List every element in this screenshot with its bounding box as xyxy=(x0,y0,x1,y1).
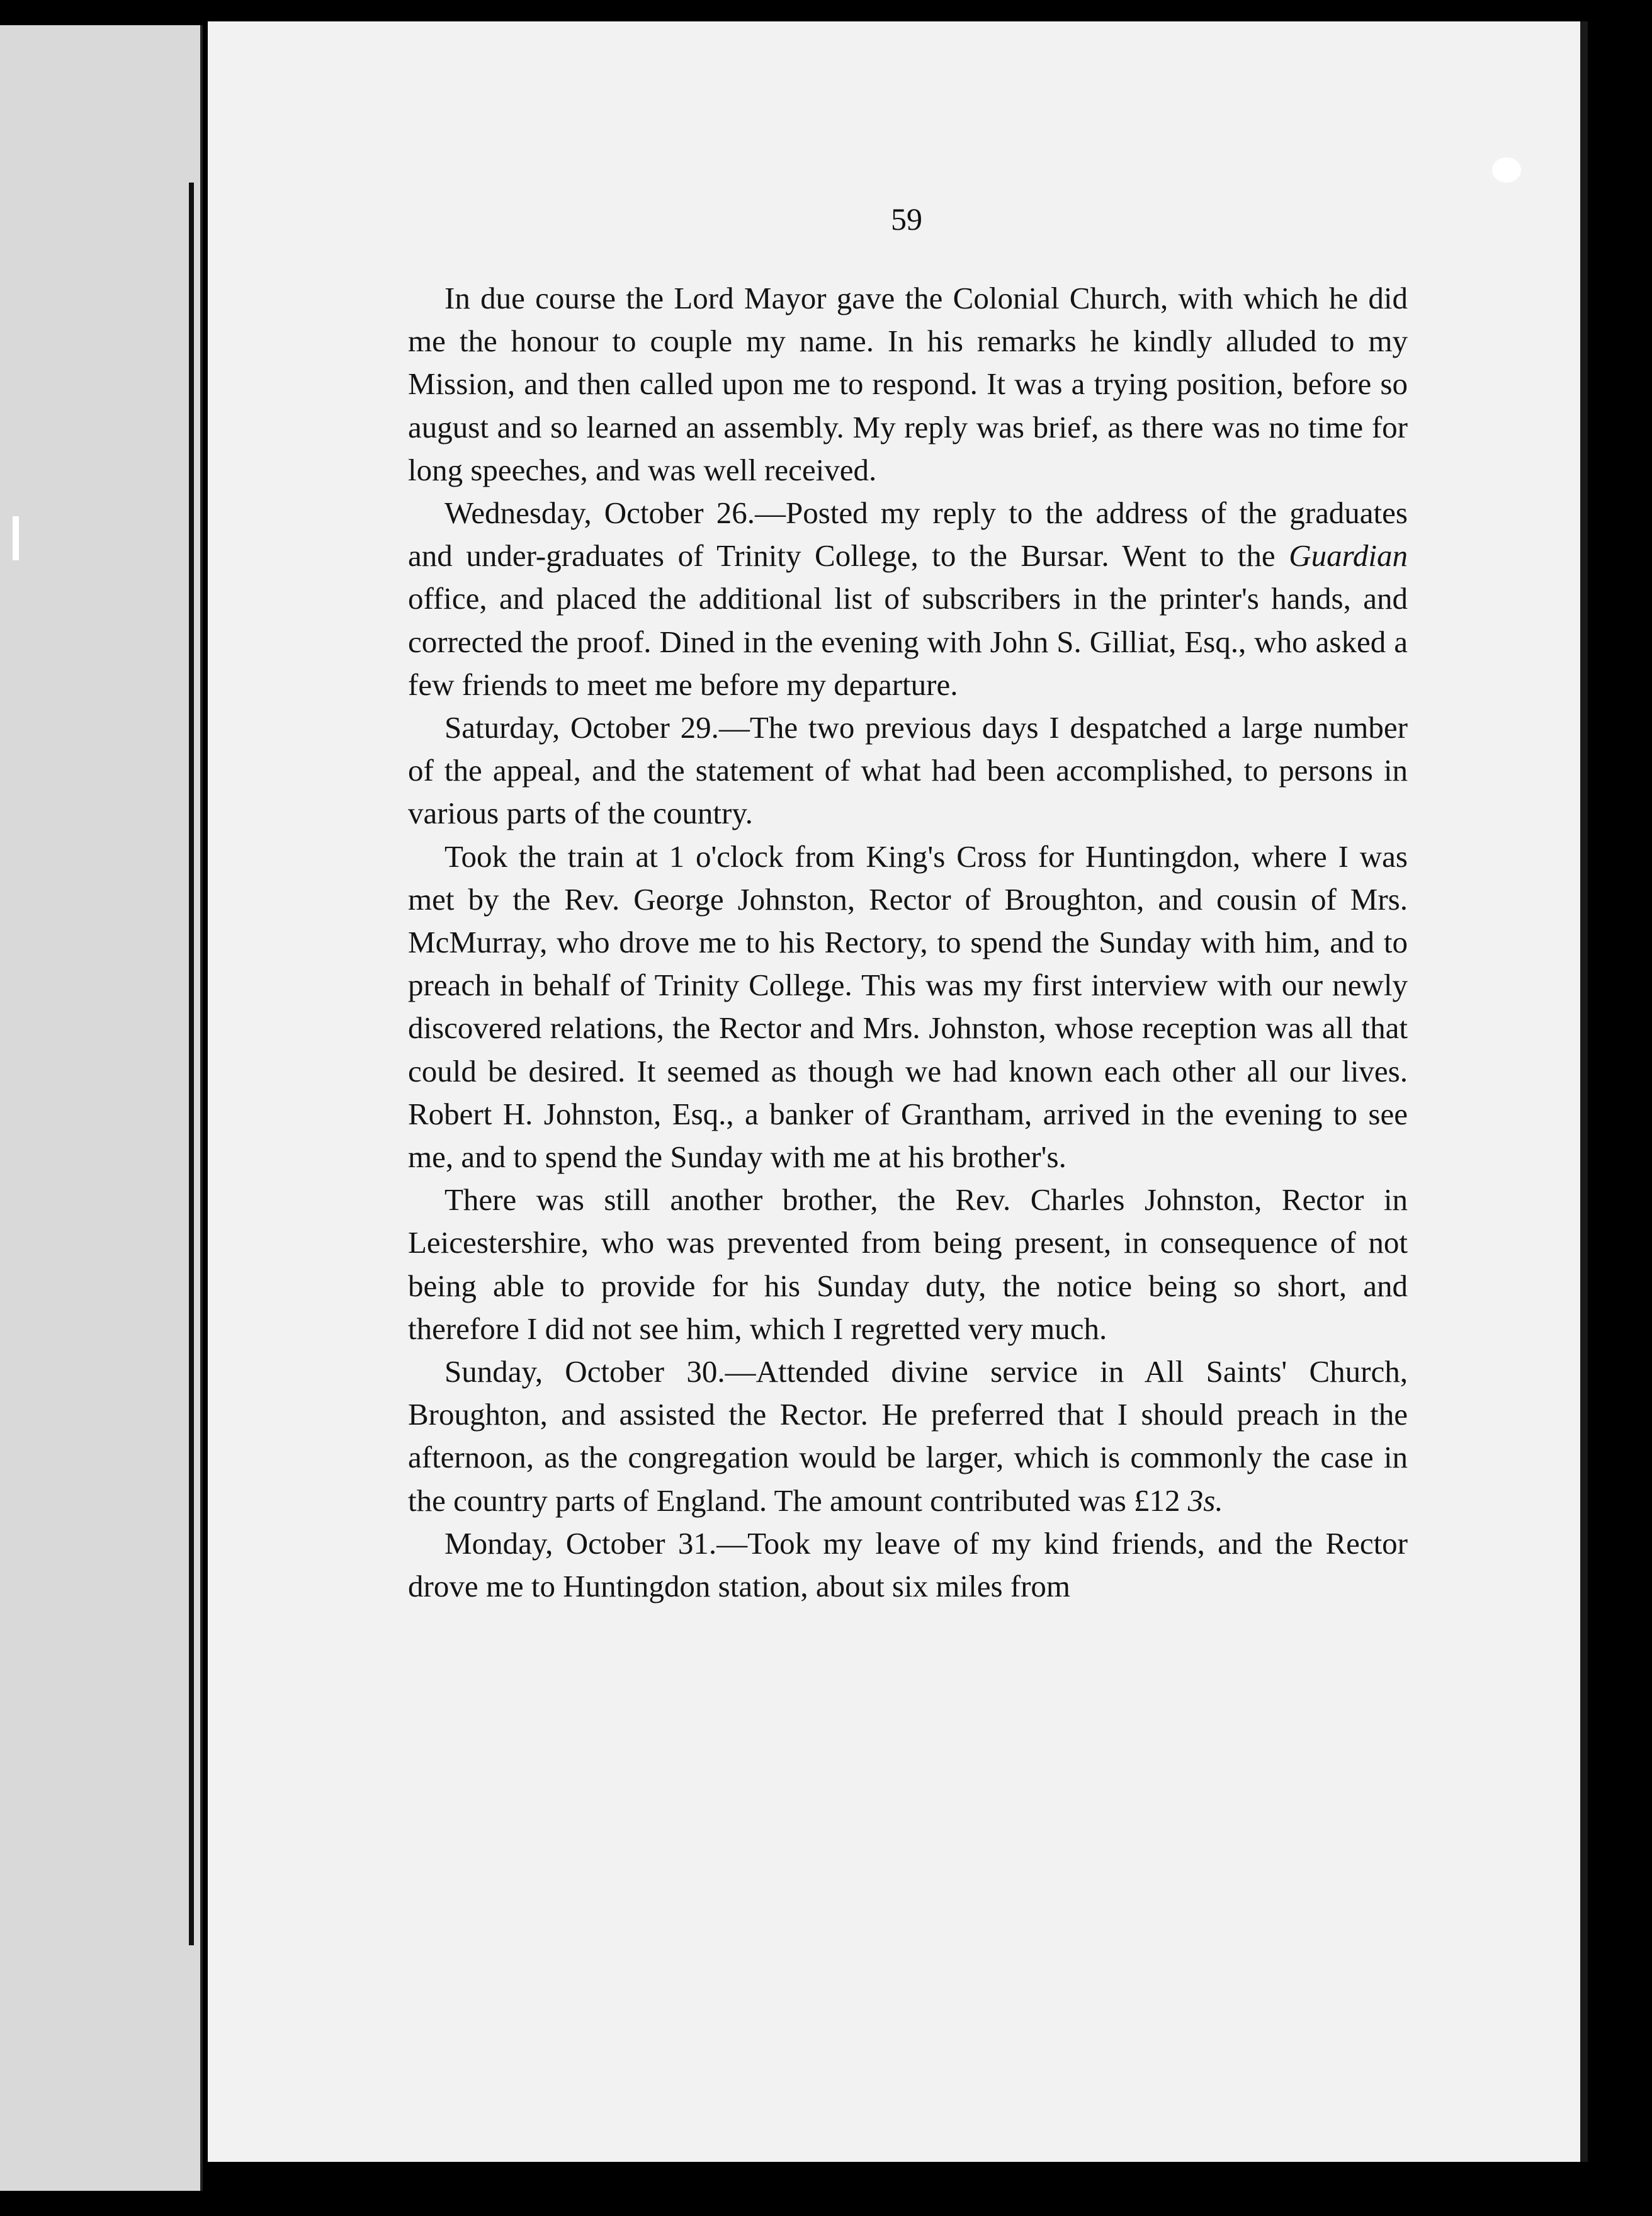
paragraph-charles-johnston: There was still another brother, the Rev. Charles Johnston, Rector in Leicestershire, who was prevented from being present, in consequence of not being able to provide for his Sunday duty, the notice being so short, and therefore I did not see him, which I regretted very much. xyxy=(408,1182,1408,1346)
scan-speck xyxy=(13,516,19,560)
paragraph-october-30: Sunday, October 30.—Attended divine service in All Saints' Church, Broughton, and assisted the Rector. He preferred that I should preach in the afternoon, as the congregation would be larger, which is commonly the case in the country parts of England. The amount contributed was £12 3s. xyxy=(408,1354,1408,1518)
paragraph-october-29: Saturday, October 29.—The two previous days I despatched a large number of the appeal, and the statement of what had been accomplished, to persons in various parts of the country. xyxy=(408,710,1408,831)
amount-shillings: 3s. xyxy=(1187,1483,1223,1518)
paragraph-lord-mayor: In due course the Lord Mayor gave the Colonial Church, with which he did me the honour to couple my name. In his remarks he kindly alluded to my Mission, and then called upon me to respond. It was a trying position, before so august and so learned an assembly. My reply was brief, as there was no time for long speeches, and was well received. xyxy=(408,281,1408,487)
page-number: 59 xyxy=(891,201,922,237)
paragraph-october-31: Monday, October 31.—Took my leave of my kind friends, and the Rector drove me to Huntingdon station, about six miles from xyxy=(408,1525,1408,1604)
newspaper-name: Guardian xyxy=(1289,538,1408,574)
scan-speck xyxy=(1492,157,1521,183)
binding-shadow xyxy=(189,183,194,1945)
paragraph-huntingdon: Took the train at 1 o'clock from King's Cross for Huntingdon, where I was met by the Rev. George Johnston, Rector of Broughton, and cousin of Mrs. McMurray, who drove me to his Rectory, to spend the Sunday with him, and to preach in behalf of Trinity College. This was my first interview with our newly discovered relations, the Rector and Mrs. Johnston, whose reception was all that could be desired. It seemed as though we had known each other all our lives. Robert H. Johnston, Esq., a banker of Grantham, arrived in the evening to see me, and to spend the Sunday with me at his brother's. xyxy=(408,839,1408,1175)
paragraph-october-26: Wednesday, October 26.—Posted my reply to the address of the graduates and under-graduates of Trinity College, to the Bursar. Went to the Guardian office, and placed the additional list of subscribers in the printer's hands, and corrected the proof. Dined in the evening with John S. Gilliat, Esq., who asked a few friends to meet me before my departure. xyxy=(408,495,1408,702)
body-text xyxy=(408,277,1408,1608)
previous-page-edge xyxy=(0,25,203,2191)
